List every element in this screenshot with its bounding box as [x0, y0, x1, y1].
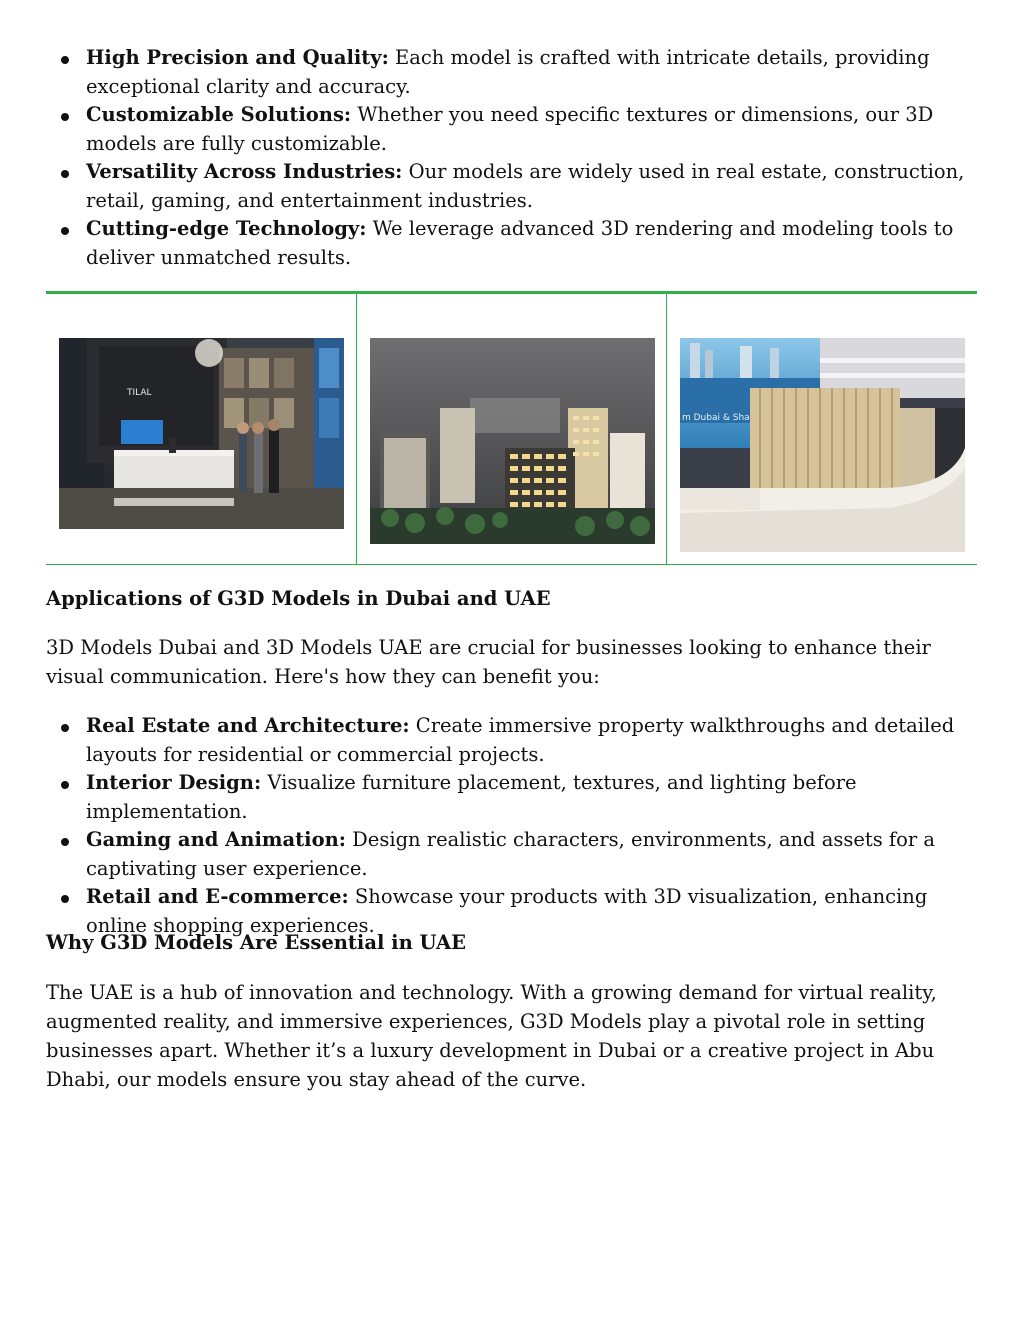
- bullet-icon: [61, 838, 69, 846]
- section-body: The UAE is a hub of innovation and technology. With a growing demand for virtual reality, augmented reality, and immersive experiences, G3D Models play a pivotal role in setting businesses apart. Whether it’s a luxury development in Dubai or a creative project in Abu Dhabi, our models ensure you stay ahead of the curve.: [46, 981, 937, 1091]
- bullet-icon: [61, 895, 69, 903]
- exhibition-booth-photo: [59, 338, 344, 529]
- application-text: Showcase your products with 3D visualization, enhancing online shopping experiences.: [86, 885, 928, 937]
- banner-text: m Dubai & Sha: [682, 413, 750, 423]
- list-item: [46, 158, 978, 215]
- bullet-icon: [61, 781, 69, 789]
- bullet-icon: [61, 56, 69, 64]
- bullet-icon: [61, 113, 69, 121]
- applications-list: [46, 712, 978, 940]
- application-title: Real Estate and Architecture:: [86, 714, 410, 737]
- image-gallery: [46, 291, 977, 565]
- application-title: Gaming and Animation:: [86, 828, 346, 851]
- list-item: [46, 769, 978, 826]
- section-heading: Why G3D Models Are Essential in UAE: [46, 931, 466, 954]
- feature-title: High Precision and Quality:: [86, 46, 389, 69]
- feature-title: Customizable Solutions:: [86, 103, 352, 126]
- features-section: [46, 44, 978, 272]
- application-title: Interior Design:: [86, 771, 262, 794]
- booth-sign-text: TILAL: [127, 388, 152, 398]
- city-model-image: [370, 338, 655, 544]
- city-model-photo: [370, 338, 655, 544]
- feature-text: Each model is crafted with intricate details, providing exceptional clarity and accuracy.: [86, 46, 930, 98]
- list-item: [46, 44, 978, 101]
- list-item: [46, 826, 978, 883]
- list-item: [46, 215, 978, 272]
- application-text: Create immersive property walkthroughs and detailed layouts for residential or commercial projects.: [86, 714, 955, 766]
- application-text: Design realistic characters, environments, and assets for a captivating user experience.: [86, 828, 936, 880]
- bullet-icon: [61, 227, 69, 235]
- bullet-icon: [61, 724, 69, 732]
- list-item: [46, 101, 978, 158]
- feature-text: Whether you need specific textures or dimensions, our 3D models are fully customizable.: [86, 103, 934, 155]
- booth-image: [59, 338, 344, 529]
- exhibition-model-image: [680, 338, 965, 552]
- applications-section: [46, 712, 978, 940]
- application-text: Visualize furniture placement, textures, and lighting before implementation.: [86, 771, 857, 823]
- exhibition-model-photo: [680, 338, 965, 552]
- gallery-cell: [666, 294, 976, 564]
- feature-title: Cutting-edge Technology:: [86, 217, 367, 240]
- features-list: [46, 44, 978, 272]
- bullet-icon: [61, 170, 69, 178]
- feature-text: We leverage advanced 3D rendering and modeling tools to deliver unmatched results.: [86, 217, 954, 269]
- section-heading: Applications of G3D Models in Dubai and UAE: [46, 587, 551, 610]
- feature-title: Versatility Across Industries:: [86, 160, 403, 183]
- application-title: Retail and E-commerce:: [86, 885, 349, 908]
- feature-text: Our models are widely used in real estate, construction, retail, gaming, and entertainment industries.: [86, 160, 965, 212]
- list-item: [46, 712, 978, 769]
- section-intro: 3D Models Dubai and 3D Models UAE are crucial for businesses looking to enhance their visual communication. Here's how they can benefit you:: [46, 636, 931, 688]
- gallery-cell: [356, 294, 666, 564]
- gallery-cell: [46, 294, 356, 564]
